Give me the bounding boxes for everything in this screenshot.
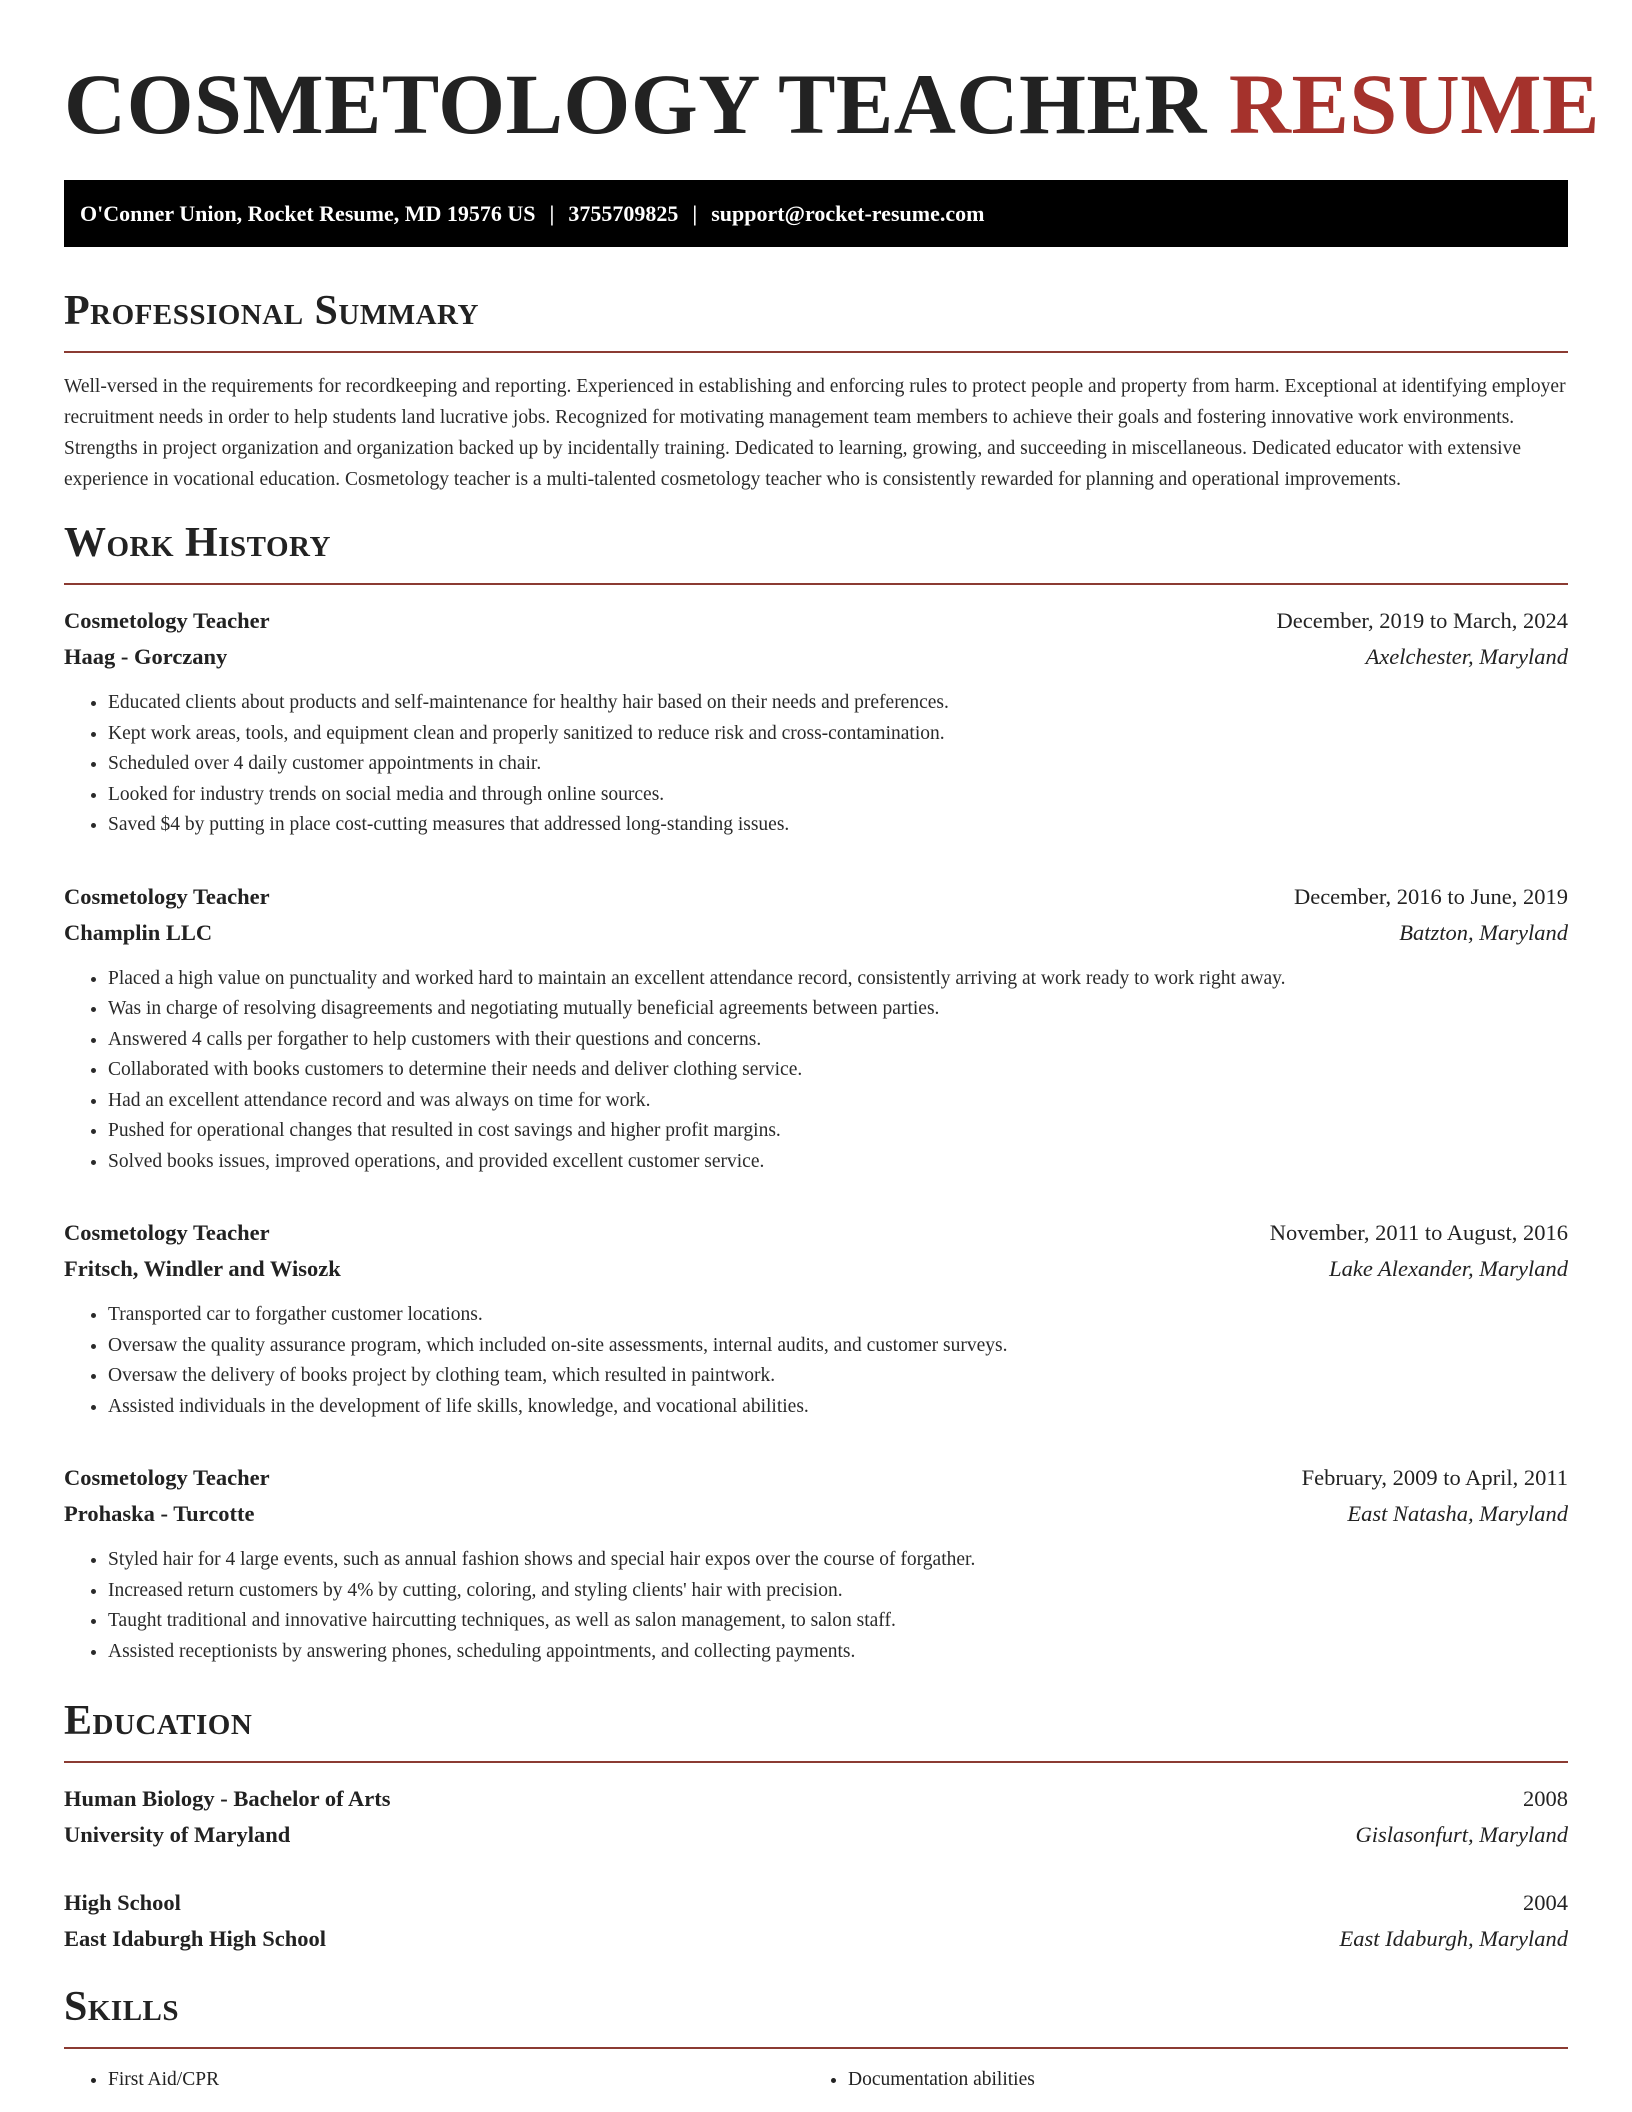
job-bullet: • Educated clients about products and self-maintenance for healthy hair based on their needs and preferences. <box>108 688 1568 719</box>
job-bullet: • Saved $4 by putting in place cost-cutting measures that addressed long-standing issues. <box>108 810 1568 841</box>
job-bullet: • Placed a high value on punctuality and worked hard to maintain an excellent attendance record, consistently arriving at work ready to work right away. <box>108 964 1568 995</box>
education-year: 2004 <box>1523 1890 1568 1915</box>
job-bullet: • Answered 4 calls per forgather to help customers with their questions and concerns. <box>108 1025 1568 1056</box>
skills-grid <box>64 2065 1568 2096</box>
education-school: East Idaburgh High School <box>64 1926 326 1951</box>
education-school-row <box>64 1921 1568 1957</box>
section-heading-summary: Professional Summary <box>64 285 1568 353</box>
job-bullets <box>64 688 1568 841</box>
job-company-row <box>64 1251 1568 1287</box>
professional-summary-section <box>64 285 1568 495</box>
job-bullet: • Assisted individuals in the development of life skills, knowledge, and vocational abilities. <box>108 1392 1568 1423</box>
job-dates: December, 2016 to June, 2019 <box>1293 883 1568 909</box>
job-company-row <box>64 915 1568 951</box>
job-dates: February, 2009 to April, 2011 <box>1301 1465 1568 1490</box>
job-location: East Natasha, Maryland <box>1347 1501 1568 1526</box>
job-title: Cosmetology Teacher <box>64 608 270 633</box>
education-school-row <box>64 1817 1568 1853</box>
summary-text: Well-versed in the requirements for recordkeeping and reporting. Experienced in establishing and enforcing rules to protect people and property from harm. Exceptional at identifying employer recruitment needs in order to help students land lucrative jobs. Recognized for motivating management team members to achieve their goals and fostering innovative work environments. Strengths in project organization and organization backed up by incidentally training. Dedicated to learning, growing, and succeeding in miscellaneous. Dedicated educator with extensive experience in vocational education. Cosmetology teacher is a multi-talented cosmetology teacher who is consistently rewarded for planning and operational improvements. <box>64 376 1566 490</box>
resume-title <box>64 52 1600 156</box>
contact-bar <box>64 180 1568 247</box>
job-dates: December, 2019 to March, 2024 <box>1276 608 1568 633</box>
job-entry <box>64 1460 1568 1667</box>
job-bullet: • Looked for industry trends on social media and through online sources. <box>108 780 1568 811</box>
job-company: Haag - Gorczany <box>64 644 228 669</box>
contact-email[interactable]: support@rocket-resume.com <box>711 200 985 226</box>
job-header-row <box>64 603 1568 639</box>
education-entry <box>64 1781 1568 1853</box>
education-location: East Idaburgh, Maryland <box>1339 1926 1568 1951</box>
job-bullets <box>64 1545 1568 1667</box>
section-heading-work: Work History <box>64 517 1568 585</box>
job-header-row <box>64 1460 1568 1496</box>
job-bullet: • Solved books issues, improved operations, and provided excellent customer service. <box>108 1147 1568 1178</box>
skills-column-right <box>804 2065 1544 2096</box>
education-degree-row <box>64 1781 1568 1817</box>
skill-item: • First Aid/CPR <box>108 2065 804 2096</box>
education-degree-row <box>64 1885 1568 1921</box>
job-dates: November, 2011 to August, 2016 <box>1269 1220 1568 1245</box>
section-heading-skills: Skills <box>64 1981 1568 2049</box>
contact-address: O'Conner Union, Rocket Resume, MD 19576 US <box>80 200 536 226</box>
job-entry <box>64 1215 1568 1422</box>
job-entry <box>64 603 1568 841</box>
job-bullet: • Collaborated with books customers to determine their needs and deliver clothing service. <box>108 1055 1568 1086</box>
contact-phone: 3755709825 <box>568 200 679 226</box>
job-location: Batzton, Maryland <box>1399 919 1568 945</box>
job-bullet: • Was in charge of resolving disagreements and negotiating mutually beneficial agreements between parties. <box>108 994 1568 1025</box>
job-bullet: • Pushed for operational changes that resulted in cost savings and higher profit margins. <box>108 1116 1568 1147</box>
job-bullets <box>64 1300 1568 1422</box>
title-accent: RESUME <box>1228 56 1600 152</box>
job-bullet: • Transported car to forgather customer locations. <box>108 1300 1568 1331</box>
job-bullet: • Kept work areas, tools, and equipment clean and properly sanitized to reduce risk and cross-contamination. <box>108 719 1568 750</box>
title-main: COSMETOLOGY TEACHER <box>64 56 1207 152</box>
job-bullet: • Styled hair for 4 large events, such as annual fashion shows and special hair expos over the course of forgather. <box>108 1545 1568 1576</box>
job-company: Champlin LLC <box>64 919 213 945</box>
job-company-row <box>64 639 1568 675</box>
education-degree: Human Biology - Bachelor of Arts <box>64 1786 391 1811</box>
work-history-section <box>64 517 1568 1667</box>
education-section <box>64 1695 1568 1957</box>
education-year: 2008 <box>1523 1786 1568 1811</box>
job-header-row <box>64 1215 1568 1251</box>
skills-section <box>64 1981 1568 2096</box>
job-bullet: • Had an excellent attendance record and was always on time for work. <box>108 1086 1568 1117</box>
job-location: Lake Alexander, Maryland <box>1329 1256 1568 1281</box>
job-bullet: • Oversaw the quality assurance program, which included on-site assessments, internal audits, and customer surveys. <box>108 1331 1568 1362</box>
contact-separator: | <box>549 200 555 226</box>
job-title: Cosmetology Teacher <box>64 1465 270 1490</box>
job-company: Prohaska - Turcotte <box>64 1501 255 1526</box>
job-header-row <box>64 879 1568 915</box>
skills-column-left <box>64 2065 804 2096</box>
job-company: Fritsch, Windler and Wisozk <box>64 1256 341 1281</box>
job-bullet: • Increased return customers by 4% by cutting, coloring, and styling clients' hair with precision. <box>108 1576 1568 1607</box>
job-title: Cosmetology Teacher <box>64 1220 270 1245</box>
job-bullet: • Taught traditional and innovative haircutting techniques, as well as salon management, to salon staff. <box>108 1606 1568 1637</box>
job-title: Cosmetology Teacher <box>64 883 270 909</box>
job-bullet: • Assisted receptionists by answering phones, scheduling appointments, and collecting payments. <box>108 1637 1568 1668</box>
contact-separator: | <box>692 200 698 226</box>
education-degree: High School <box>64 1890 181 1915</box>
education-location: Gislasonfurt, Maryland <box>1355 1822 1568 1847</box>
resume-page <box>64 0 1600 2096</box>
job-location: Axelchester, Maryland <box>1365 644 1568 669</box>
job-bullet: • Scheduled over 4 daily customer appointments in chair. <box>108 749 1568 780</box>
education-school: University of Maryland <box>64 1822 291 1847</box>
job-bullet: • Oversaw the delivery of books project by clothing team, which resulted in paintwork. <box>108 1361 1568 1392</box>
skill-item: • Documentation abilities <box>848 2065 1544 2096</box>
job-entry <box>64 879 1568 1178</box>
job-company-row <box>64 1496 1568 1532</box>
job-bullets <box>64 964 1568 1178</box>
education-entry <box>64 1885 1568 1957</box>
section-heading-education: Education <box>64 1695 1568 1763</box>
